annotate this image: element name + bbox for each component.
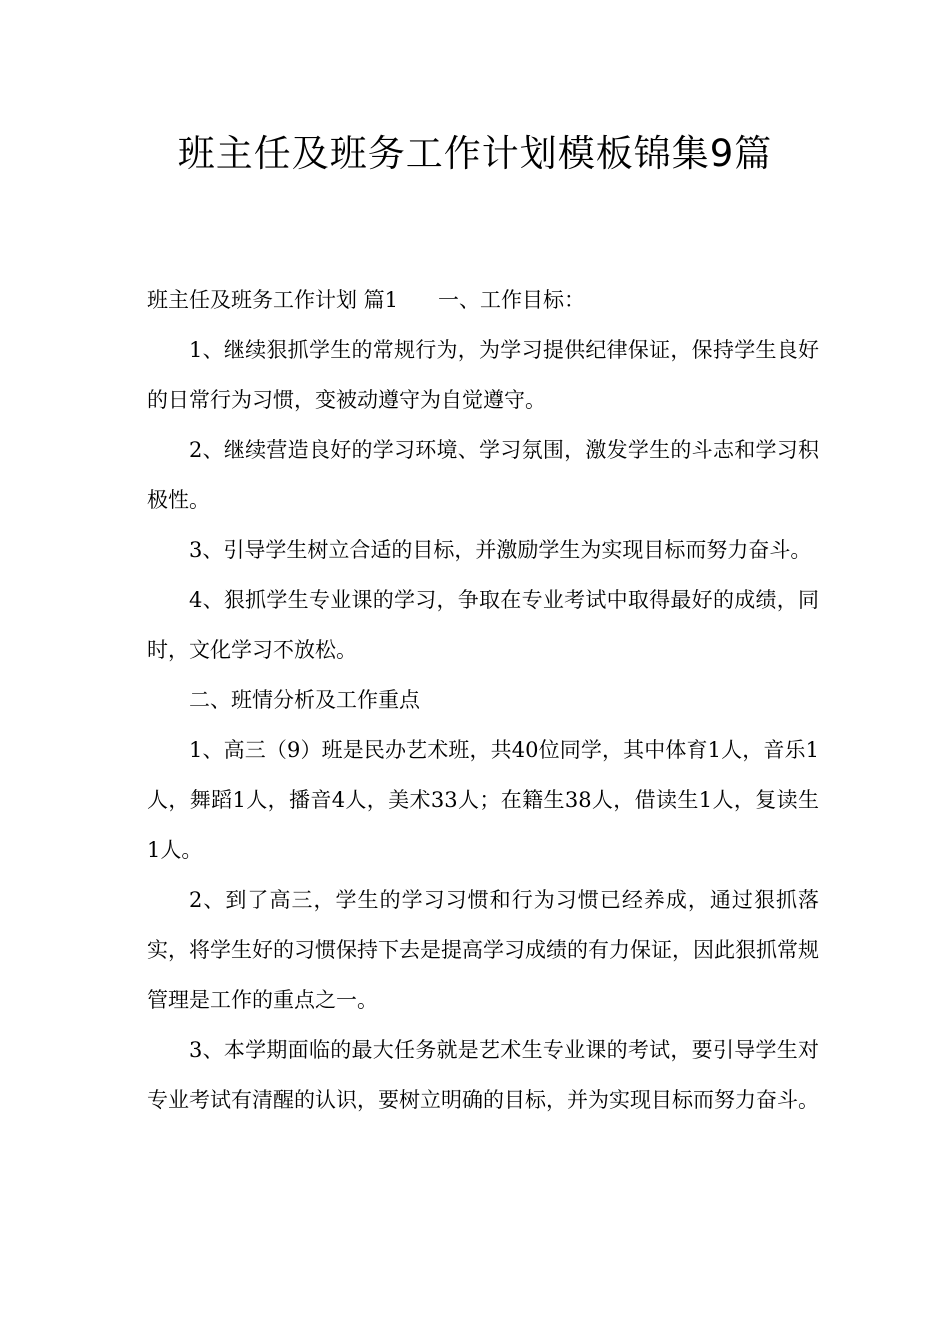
paragraph-analysis-2: 2、到了高三，学生的学习习惯和行为习惯已经养成，通过狠抓落实，将学生好的习惯保持下去是提高学习成绩的有力保证，因此狠抓常规管理是工作的重点之一。 [147,888,819,1012]
paragraph-analysis-1: 1、高三（9）班是民办艺术班，共40位同学，其中体育1人，音乐1人，舞蹈1人，播音4人，美术33人；在籍生38人，借读生1人，复读生1人。 [147,738,819,862]
paragraph-goal-4: 4、狠抓学生专业课的学习，争取在专业考试中取得最好的成绩，同时，文化学习不放松。 [147,588,819,662]
paragraph-goal-1: 1、继续狠抓学生的常规行为，为学习提供纪律保证，保持学生良好的日常行为习惯，变被动遵守为自觉遵守。 [147,338,819,412]
section-heading-goals: 一、工作目标： [438,288,586,312]
paragraph-goal-2: 2、继续营造良好的学习环境、学习氛围，激发学生的斗志和学习积极性。 [147,438,819,512]
paragraph-analysis-3: 3、本学期面临的最大任务就是艺术生专业课的考试，要引导学生对专业考试有清醒的认识，要树立明确的目标，并为实现目标而努力奋斗。 [147,1038,819,1112]
section-heading-line [147,275,819,325]
document-body [147,275,819,1125]
section-heading-analysis: 二、班情分析及工作重点 [189,688,420,712]
paragraph-goal-3: 3、引导学生树立合适的目标，并激励学生为实现目标而努力奋斗。 [189,538,812,562]
document-title: 班主任及班务工作计划模板锦集9篇 [177,132,773,175]
plan-heading: 班主任及班务工作计划 篇1 [147,288,399,312]
